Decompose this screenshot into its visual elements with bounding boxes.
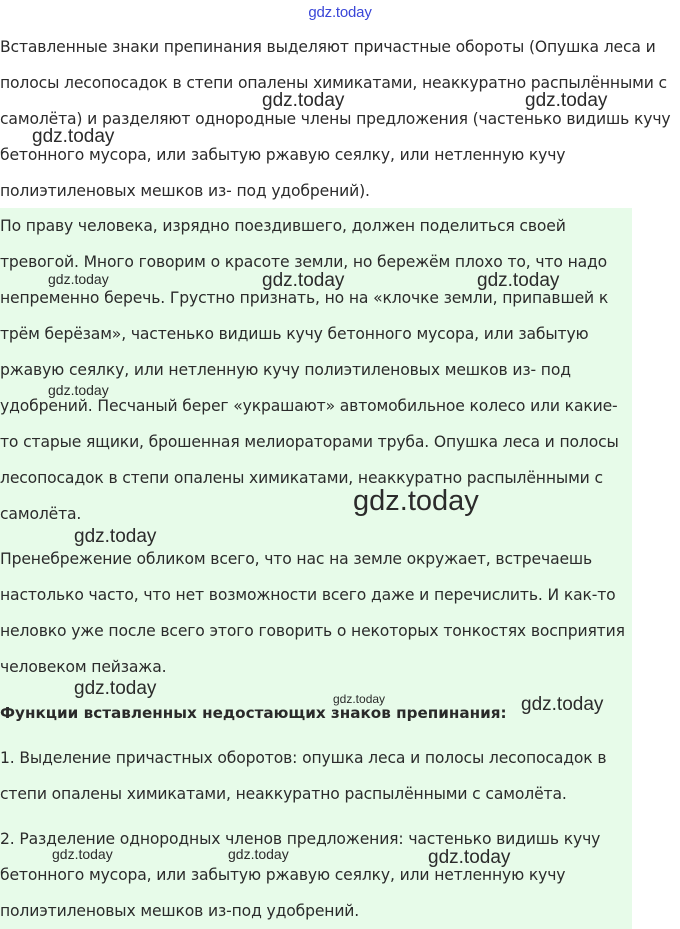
watermark: gdz.today [521,694,604,715]
function-item-1: 1. Выделение причастных оборотов: опушка леса и полосы лесопосадок в степи опалены химикатами, неаккуратно распылёнными с самолёта. [0,749,607,803]
intro-paragraph: Вставленные знаки препинания выделяют причастные обороты (Опушка леса и полосы лесопосадок в степи опалены химикатами, неаккуратно распылёнными с самолёта) и разделяют однородные члены предложения (частенько видишь кучу бетонного мусора, или забытую ржавую сеялку, или нетленную кучу полиэтиленовых мешков из- под удобрений). [0,38,671,200]
watermark: gdz.today [48,382,109,398]
watermark: gdz.today [74,526,157,547]
watermark: gdz.today [262,90,345,111]
watermark: gdz.today [32,126,115,147]
watermark: gdz.today [48,271,109,287]
site-logo: gdz.today [308,4,372,21]
watermark: gdz.today [333,692,386,706]
watermark: gdz.today [353,485,479,517]
watermark: gdz.today [428,847,511,868]
function-item-2: 2. Разделение однородных членов предложения: частенько видишь кучу бетонного мусора, или забытую ржавую сеялку, или нетленную кучу полиэтиленовых мешков из-под удобрений. [0,830,601,920]
watermark: gdz.today [262,270,345,291]
functions-heading: Функции вставленных недостающих знаков препинания: [0,704,507,722]
main-text-paragraph: По праву человека, изрядно поездившего, должен поделиться своей тревогой. Много говорим о красоте земли, но бережём плохо то, что надо непременно беречь. Грустно признать, но на «клочке земли, припавшей к трём берёзам», частенько видишь кучу бетонного мусора, или забытую ржавую сеялку, или нетленную кучу полиэтиленовых мешков из- под удобрений. Песчаный берег «украшают» автомобильное колесо или какие-то старые ящики, брошенная мелиораторами труба. Опушка леса и полосы лесопосадок в степи опалены химикатами, неаккуратно распылёнными с самолёта. [0,217,619,523]
watermark: gdz.today [52,846,113,862]
watermark: gdz.today [228,846,289,862]
watermark: gdz.today [74,678,157,699]
watermark: gdz.today [525,90,608,111]
neglect-paragraph: Пренебрежение обликом всего, что нас на земле окружает, встречаешь настолько часто, что нет возможности всего даже и перечислить. И как-то неловко уже после всего этого говорить о некоторых тонкостях восприятия человеком пейзажа. [0,550,625,676]
watermark: gdz.today [477,270,560,291]
